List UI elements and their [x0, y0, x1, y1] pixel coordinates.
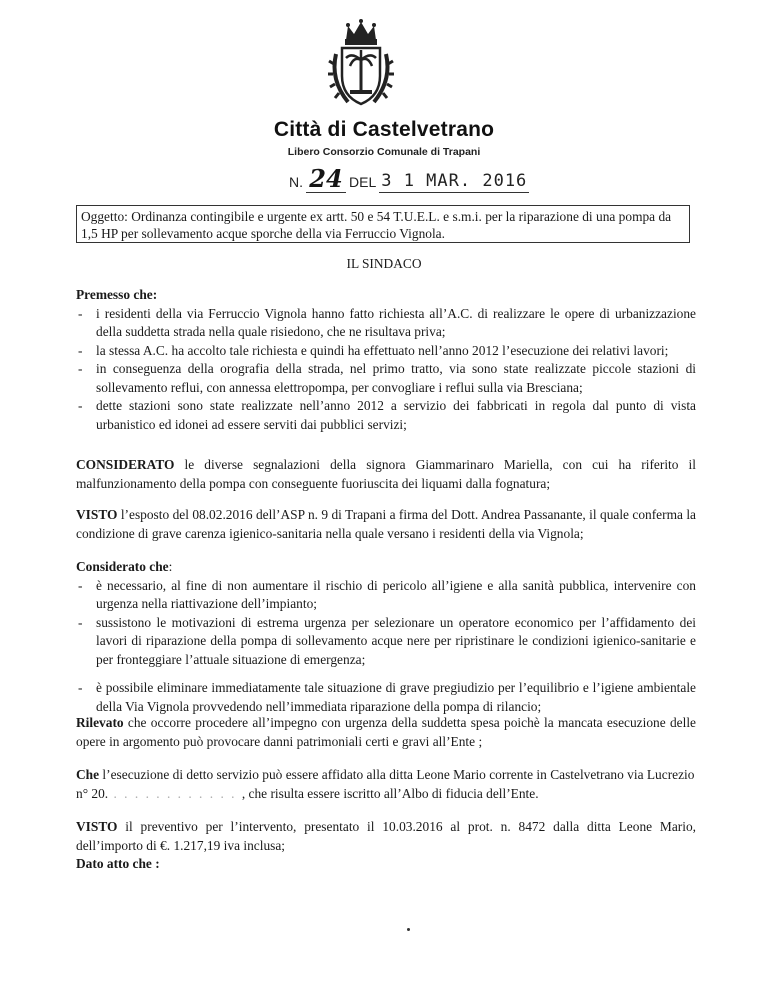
list-item: - è possibile eliminare immediatamente tale situazione di grave pregiudizio per l’equilibrio e l’igiene ambientale della Via Vignola provvedendo nell’immediata riparazione della pompa di rilancio; — [76, 679, 696, 716]
paragraph-text: l’esposto del 08.02.2016 dell’ASP n. 9 di Trapani a firma del Dott. Andrea Passanante, il quale conferma la condizione di grave carenza igienico-sanitaria nella quale versano i residenti della via Vignola; — [76, 507, 696, 541]
section-heading: IL SINDACO — [346, 256, 422, 271]
rilevato-paragraph — [76, 714, 696, 751]
paragraph-text: il preventivo per l’intervento, presentato il 10.03.2016 al prot. n. 8472 dalla ditta Leone Mario, dell’importo di €. 1.217,19 iva inclusa; — [76, 819, 696, 853]
list-item: - dette stazioni sono state realizzate nell’anno 2012 a servizio dei fabbricati in regola dal punto di vista urbanistico ed idonei ad essere serviti dai pubblici servizi; — [76, 397, 696, 434]
considerato-che-colon: : — [168, 559, 173, 574]
paragraph-lead: Rilevato — [76, 715, 124, 730]
premesso-title: Premesso che: — [76, 287, 158, 302]
list-item: - la stessa A.C. ha accolto tale richiesta e quindi ha effettuato nell’anno 2012 l’esecuzione dei relativi lavori; — [76, 342, 696, 361]
city-coat-of-arms-icon — [326, 14, 396, 110]
list-item: - è necessario, al fine di non aumentare il rischio di pericolo all’igiene e alla sanità pubblica, intervenire con urgenza nella riattivazione dell’impianto; — [76, 577, 696, 614]
paragraph-lead: Che — [76, 767, 100, 782]
paragraph-lead: VISTO — [76, 507, 118, 522]
che-paragraph — [76, 766, 696, 803]
subject-box: Oggetto: Ordinanza contingibile e urgente ex artt. 50 e 54 T.U.E.L. e s.m.i. per la riparazione di una pompa da 1,5 HP per sollevamento acque sporche della via Ferruccio Vignola. — [76, 205, 690, 243]
ordinance-number-line — [286, 166, 529, 196]
number-prefix: N. — [289, 174, 303, 190]
premesso-section — [76, 286, 696, 434]
considerato-che-section — [76, 558, 696, 716]
premesso-list — [76, 305, 696, 435]
paragraph-text: che occorre procedere all’impegno con urgenza della suddetta spesa poichè la mancata esecuzione delle opere in argomento può provocare danni patrimoniali certi e gravi all’Ente ; — [76, 715, 696, 749]
list-item: - sussistono le motivazioni di estrema urgenza per selezionare un operatore economico per l’affidamento dei lavori di riparazione della pompa di sollevamento acque nere per ripristinare le condizioni igienico-sanitarie e per fronteggiare l’attuale situazione di emergenza; — [76, 614, 696, 670]
ordinance-number: 24 — [306, 166, 346, 193]
considerato-che-list — [76, 577, 696, 717]
considerato-paragraph — [76, 456, 696, 493]
date-stamp: 3 1 MAR. 2016 — [381, 171, 528, 191]
scan-speck — [407, 928, 410, 931]
city-title: Città di Castelvetrano — [273, 118, 495, 141]
date-label: DEL — [349, 174, 377, 190]
considerato-che-title: Considerato che — [76, 559, 169, 574]
list-item: - in conseguenza della orografia della strada, nel primo tratto, via sono state realizzate piccole stazioni di sollevamento reflui, con annessa elettropompa, per convogliare i reflui sulla via Bresciana; — [76, 360, 696, 397]
paragraph-text: le diverse segnalazioni della signora Giammarinaro Mariella, con cui ha riferito il malfunzionamento della pompa con conseguente fuoriuscita dei liquami dalla fognatura; — [76, 457, 696, 491]
visto-esposto-paragraph — [76, 506, 696, 543]
visto-preventivo-paragraph — [76, 818, 696, 855]
paragraph-lead: VISTO — [76, 819, 118, 834]
paragraph-text: l’esecuzione di detto servizio può essere affidato alla ditta Leone Mario corrente in Castelvetrano via Lucrezio n° 20. — [76, 767, 695, 801]
paragraph-lead: CONSIDERATO — [76, 457, 175, 472]
dato-atto-line: Dato atto che : — [76, 856, 160, 871]
list-item: - i residenti della via Ferruccio Vignola hanno fatto richiesta all’A.C. di realizzare le opere di urbanizzazione della suddetta strada nella quale risiedono, che ne risultava priva; — [76, 305, 696, 342]
redacted-text: . . . . . . . . . . . . — [108, 785, 242, 801]
paragraph-text: , che risulta essere iscritto all’Albo di fiducia dell’Ente. — [241, 785, 539, 801]
city-subtitle: Libero Consorzio Comunale di Trapani — [287, 146, 481, 158]
